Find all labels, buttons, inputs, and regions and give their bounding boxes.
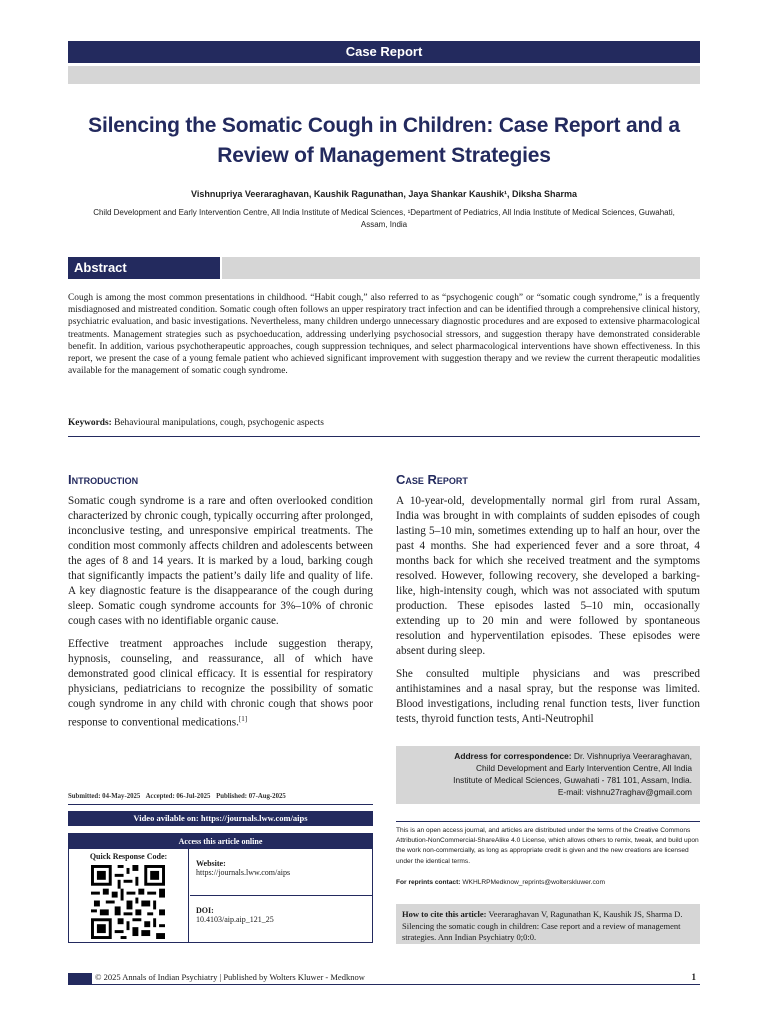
abstract-text: Cough is among the most common presentations in childhood. “Habit cough,” also referred to as “psychogenic cough” or “somatic cough syndrome,” is a frequently misdiagnosed and mistreated condition. Somatic cough often follows an upper respiratory tract infection and can be identified through a comprehensive clinical history, psychiatric evaluation, and basic investigations. Nevertheless, many children undergo unnecessary diagnostic procedures and are exposed to extensive pharmacological treatments. Management strategies such as psychoeducation, addressing underlying psychosocial stressors, and suggestion therapy have demonstrated considerable benefit. In addition, various psychotherapeutic approaches, cough suppression techniques, and select pharmacological interventions have shown effectiveness. In this report, we present the case of a young female patient who achieved significant improvement with suggestion therapy and we review the current therapeutic modalities available for the management of somatic cough syndrome. — [68, 293, 700, 377]
access-online-heading: Access this article online — [69, 834, 372, 849]
correspondence-line-3: Institute of Medical Sciences, Guwahati - 781 101, Assam, India. — [453, 775, 692, 785]
introduction-heading: Introduction — [68, 472, 139, 487]
doi-link[interactable]: 10.4103/aip.aip_121_25 — [196, 915, 274, 924]
affiliations — [68, 207, 700, 231]
case-report-body — [396, 494, 700, 735]
reprints-contact — [396, 879, 700, 886]
correspondence-name: Dr. Vishnupriya Veeraraghavan, — [573, 751, 692, 761]
correspondence-box — [396, 746, 700, 804]
article-title — [68, 111, 700, 171]
publication-dates — [68, 793, 373, 805]
keywords-list: Behavioural manipulations, cough, psychogenic aspects — [114, 418, 324, 428]
footer-color-block — [68, 973, 92, 985]
citation-ref-1[interactable]: [1] — [238, 715, 248, 723]
website-link[interactable]: https://journals.lww.com/aips — [196, 868, 291, 877]
abstract-grey-band — [222, 257, 700, 279]
published-date: Published: 07-Aug-2025 — [216, 793, 286, 800]
correspondence-label: Address for correspondence: — [454, 751, 572, 761]
website-block — [190, 849, 372, 896]
website-label: Website: — [196, 859, 226, 868]
license-divider — [396, 821, 700, 822]
introduction-paragraph-1: Somatic cough syndrome is a rare and often overlooked condition characterized by chronic cough, typically occurring after prolonged, inconclusive testing, and unresponsive empirical treatments. The condition most commonly affects children and adolescents between the ages of 8 and 14 years. It is marked by a loud, barking cough that significantly impacts the patient’s daily life and quality of life. A key diagnostic feature is the disappearance of the cough during sleep. Somatic cough syndrome accounts for 3%–10% of chronic cough cases with no identifiable organic cause. — [68, 495, 373, 627]
submitted-date: Submitted: 04-May-2025 — [68, 793, 141, 800]
affiliation-line-1: Child Development and Early Intervention Centre, All India Institute of Medical Sciences, ¹Department of Pediatrics, All India Institute of Medical Sciences, Guwahati, — [93, 208, 675, 217]
keywords-divider — [68, 436, 700, 437]
introduction-paragraph-2 — [68, 637, 373, 731]
citation-text: Veeraraghavan V, Ragunathan K, Kaushik JS, Sharma D. Silencing the somatic cough in children: Case report and a review of management strategies. Ann Indian Psychiatry 0;0:0. — [402, 909, 683, 942]
video-link-bar[interactable]: Video avilable on: https://journals.lww.com/aips — [68, 811, 373, 826]
keywords-label: Keywords: — [68, 418, 112, 428]
correspondence-line-2: Child Development and Early Intervention Centre, All India — [475, 763, 692, 773]
title-line-2: Review of Management Strategies — [217, 144, 551, 167]
section-label-bar: Case Report — [68, 41, 700, 63]
affiliation-line-2: Assam, India — [360, 220, 408, 229]
page-footer — [68, 971, 700, 985]
doi-label: DOI: — [196, 906, 214, 915]
case-report-paragraph-2: She consulted multiple physicians and was prescribed antihistamines and a nasal spray, but the response was limited. Blood investigations, including renal function tests, liver function tests, thyroid function tests, Anti-Neutrophil — [396, 668, 700, 725]
qr-code-label: Quick Response Code: — [89, 852, 168, 861]
header-grey-band — [68, 66, 700, 84]
qr-code-icon[interactable] — [91, 865, 165, 939]
introduction-paragraph-2-text: Effective treatment approaches include suggestion therapy, hypnosis, counseling, and reassurance, all of which have demonstrated good clinical efficacy. It is essential for respiratory physicians, pediatricians to recognize the possibility of somatic cough syndrome in any child with chronic cough that shows poor response to conventional medications. — [68, 638, 373, 729]
citation-label: How to cite this article: — [402, 909, 487, 919]
correspondence-line-1 — [404, 750, 692, 762]
doi-block — [190, 896, 372, 924]
accepted-date: Accepted: 06-Jul-2025 — [145, 793, 211, 800]
correspondence-email[interactable]: E-mail: vishnu27raghav@gmail.com — [557, 787, 692, 797]
introduction-body — [68, 494, 373, 739]
page-number: 1 — [691, 972, 696, 982]
keywords — [68, 418, 700, 428]
access-info-cell — [190, 849, 372, 943]
abstract-heading: Abstract — [68, 257, 220, 279]
access-online-box — [68, 833, 373, 943]
title-line-1: Silencing the Somatic Cough in Children: Case Report and a — [88, 114, 680, 137]
case-report-paragraph-1: A 10-year-old, developmentally normal girl from rural Assam, India was brought in with complaints of sudden episodes of cough lasting 5–10 min, sometimes extending up to half an hour, over the past 4 months. She had experienced fever and a sore throat, 4 months back for which she received treatment and the symptoms resolved. However, following recovery, she developed a barking-like, high-intensity cough, which was not associated with sputum production. These episodes lasted 5–10 min, occasionally extending up to 20 min and were followed by spontaneous resolution and hyperventilation episodes. These episodes were absent during sleep. — [396, 495, 700, 657]
license-text: This is an open access journal, and articles are distributed under the terms of the Creative Commons Attribution-NonCommercial-ShareAlike 4.0 License, which allows others to remix, tweak, and build upon the work non-commercially, as long as appropriate credit is given and the new creations are licensed under the identical terms. — [396, 827, 699, 865]
reprints-label: For reprints contact: — [396, 879, 461, 886]
case-report-heading: Case Report — [396, 472, 468, 487]
author-list: Vishnupriya Veeraraghavan, Kaushik Ragunathan, Jaya Shankar Kaushik¹, Diksha Sharma — [191, 189, 577, 199]
reprints-email[interactable]: WKHLRPMedknow_reprints@wolterskluwer.com — [462, 879, 605, 886]
citation-box — [396, 904, 700, 944]
qr-code-cell — [69, 849, 189, 943]
footer-copyright: © 2025 Annals of Indian Psychiatry | Published by Wolters Kluwer - Medknow — [95, 972, 365, 982]
